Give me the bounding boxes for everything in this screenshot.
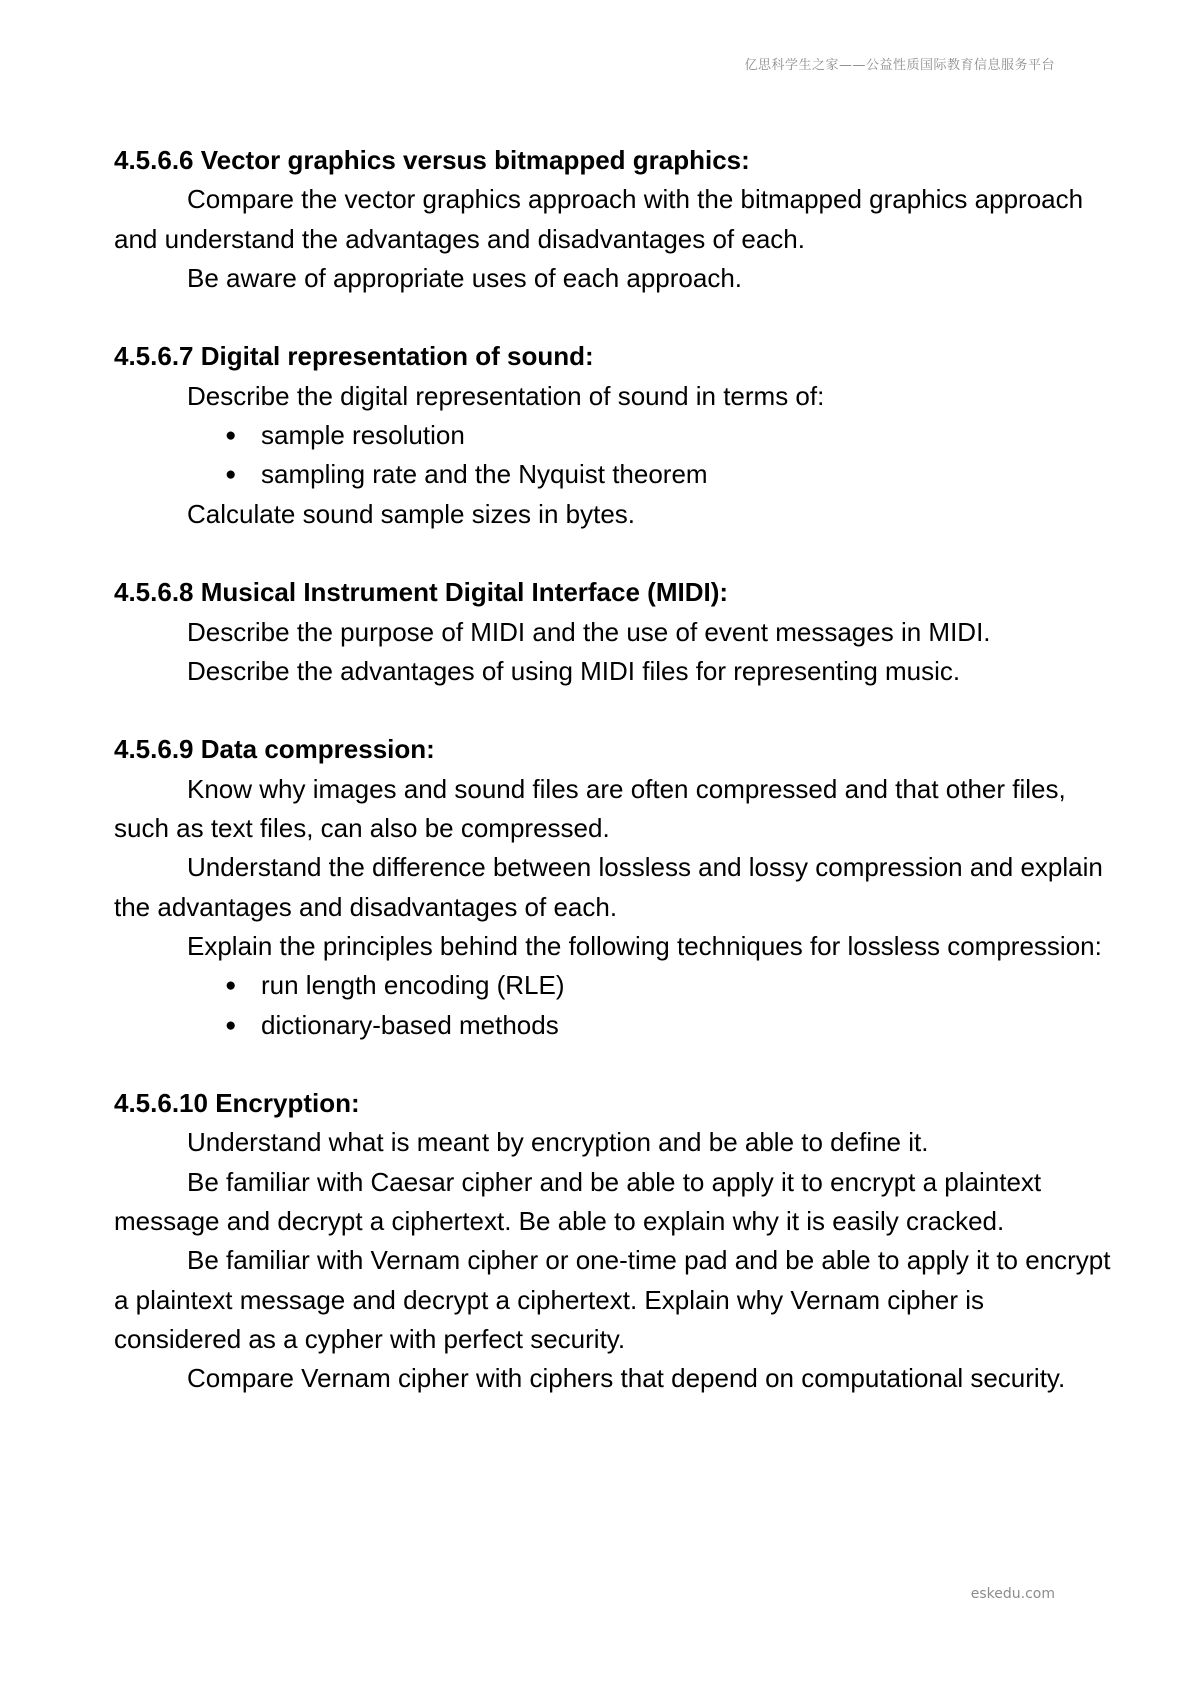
section-digital-sound — [114, 337, 1114, 533]
list-item-text: sampling rate and the Nyquist theorem — [261, 459, 708, 490]
section-data-compression — [114, 730, 1114, 1044]
page-footer-text: eskedu.com — [970, 1586, 1055, 1602]
section-heading: 4.5.6.8 Musical Instrument Digital Interface (MIDI): — [114, 577, 729, 608]
bullet-dot-icon: ● — [225, 464, 237, 486]
paragraph: Describe the digital representation of sound in terms of: — [187, 380, 825, 411]
paragraph: Explain the principles behind the following techniques for lossless compression: — [187, 930, 1102, 961]
section-encryption — [114, 1084, 1114, 1398]
section-heading: 4.5.6.10 Encryption: — [114, 1088, 360, 1119]
bullet-dot-icon: ● — [225, 1014, 237, 1036]
bullet-dot-icon: ● — [225, 425, 237, 447]
list-item — [225, 455, 1114, 494]
paragraph: Understand what is meant by encryption and be able to define it. — [187, 1127, 929, 1158]
paragraph: Calculate sound sample sizes in bytes. — [187, 498, 636, 529]
list-item — [225, 416, 1114, 455]
bullet-list — [114, 416, 1114, 495]
paragraph: Be aware of appropriate uses of each approach. — [187, 262, 743, 293]
paragraph: Describe the advantages of using MIDI files for representing music. — [187, 655, 961, 686]
paragraph: Be familiar with Caesar cipher and be able to apply it to encrypt a plaintext message and decrypt a ciphertext. Be able to explain why it is easily cracked. — [114, 1166, 1042, 1237]
paragraph: Be familiar with Vernam cipher or one-time pad and be able to apply it to encrypt a plaintext message and decrypt a ciphertext. Explain why Vernam cipher is considered as a cypher with perfect security. — [114, 1245, 1111, 1354]
paragraph: Compare Vernam cipher with ciphers that depend on computational security. — [187, 1363, 1066, 1394]
section-vector-vs-bitmap — [114, 141, 1114, 298]
section-midi — [114, 573, 1114, 691]
section-heading: 4.5.6.9 Data compression: — [114, 734, 435, 765]
section-heading: 4.5.6.6 Vector graphics versus bitmapped graphics: — [114, 145, 750, 175]
list-item-text: sample resolution — [261, 420, 465, 451]
paragraph: Describe the purpose of MIDI and the use of event messages in MIDI. — [187, 616, 991, 647]
paragraph: Compare the vector graphics approach with the bitmapped graphics approach and understand the advantages and disadvantages of each. — [114, 184, 1084, 254]
document-body — [114, 141, 1114, 1438]
paragraph: Know why images and sound files are often compressed and that other files, such as text files, can also be compressed. — [114, 773, 1066, 844]
bullet-dot-icon: ● — [225, 975, 237, 997]
section-heading: 4.5.6.7 Digital representation of sound: — [114, 341, 594, 372]
bullet-list — [114, 966, 1114, 1045]
list-item-text: run length encoding (RLE) — [261, 970, 565, 1001]
list-item-text: dictionary-based methods — [261, 1009, 559, 1040]
paragraph: Understand the difference between lossless and lossy compression and explain the advantages and disadvantages of each. — [114, 852, 1103, 922]
list-item — [225, 966, 1114, 1005]
page-header-text: 亿思科学生之家——公益性质国际教育信息服务平台 — [744, 58, 1055, 73]
list-item — [225, 1006, 1114, 1045]
